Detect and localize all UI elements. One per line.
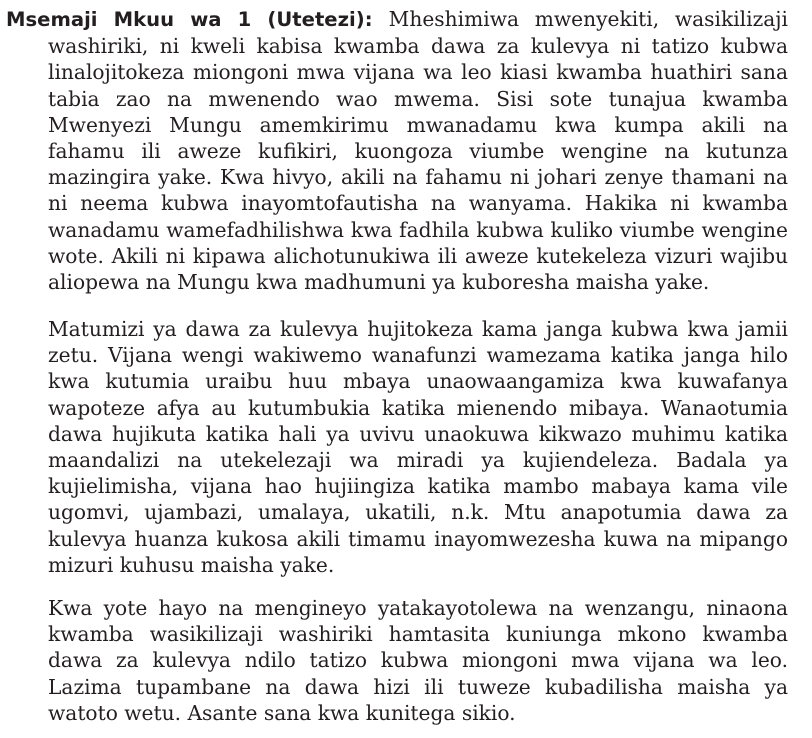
paragraph-3: Kwa yote hayo na mengineyo yatakayotolewa na wenzangu, ninaona kwamba wasikilizaji washiriki hamtasita kuniunga mkono kwamba dawa za kulevya ndilo tatizo kubwa miongoni mwa vijana wa leo. Lazima tupambane na dawa hizi ili tuweze kubadilisha maisha ya watoto wetu. Asante sana kwa kunitega sikio. (48, 596, 788, 725)
speaker-separator: : (364, 8, 389, 31)
paragraph-1-text: Mheshimiwa mwenyekiti, wasikilizaji washiriki, ni kweli kabisa kwamba dawa za kulevya ni tatizo kubwa linalojitokeza miongoni mwa vijana wa leo kiasi kwamba huathiri sana tabia zao na mwenendo wao mwema. Sisi sote tunajua kwamba Mwenyezi Mungu amemkirimu mwanadamu kwa kumpa akili na fahamu ili aweze kufikiri, kuongoza viumbe wengine na kutunza mazingira yake. Kwa hivyo, akili na fahamu ni johari zenye thamani na ni neema kubwa inayomtofautisha na wanyama. Hakika ni kwamba wanadamu wamefadhilishwa kwa fadhila kubwa kuliko viumbe wengine wote. Akili ni kipawa alichotunukiwa ili aweze kutekeleza vizuri wajibu aliopewa na Mungu kwa madhumuni ya kuboresha maisha yake. (48, 7, 788, 295)
paragraph-1 (6, 6, 788, 295)
speaker-label: Msemaji Mkuu wa 1 (Utetezi) (6, 8, 365, 31)
paragraph-2: Matumizi ya dawa za kulevya hujitokeza kama janga kubwa kwa jamii zetu. Vijana wengi wakiwemo wanafunzi wamezama katika janga hilo kwa kutumia uraibu huu mbaya unaowaangamiza kwa kuwafanya wapoteze afya au kutumbukia katika mienendo mibaya. Wanaotumia dawa hujikuta katika hali ya uvivu unaokuwa kikwazo muhimu katika maandalizi na utekelezaji wa miradi ya kujiendeleza. Badala ya kujielimisha, vijana hao hujiingiza katika mambo mabaya kama vile ugomvi, ujambazi, umalaya, ukatili, n.k. Mtu anapotumia dawa za kulevya huanza kukosa akili timamu inayomwezesha kuwa na mipango mizuri kuhusu maisha yake. (48, 317, 788, 577)
